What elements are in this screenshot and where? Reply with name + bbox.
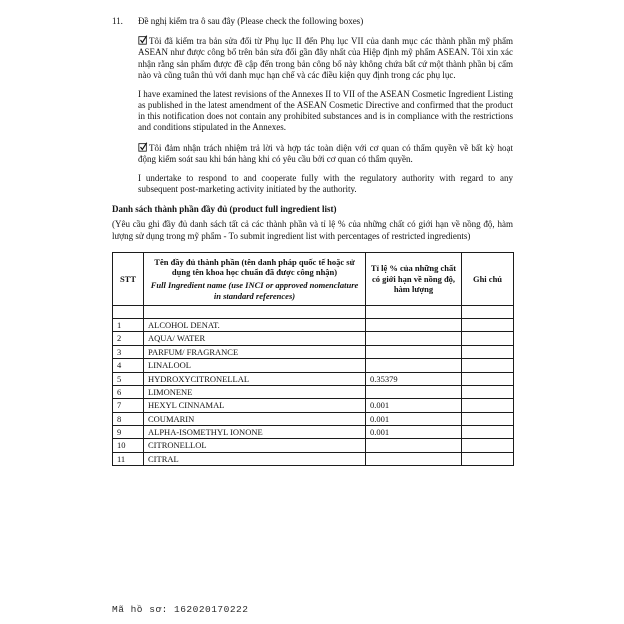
cell-percent: 0.001 bbox=[366, 399, 462, 412]
cell-note bbox=[462, 319, 514, 332]
cell-stt: 10 bbox=[113, 439, 144, 452]
cell-percent bbox=[366, 306, 462, 319]
cell-name bbox=[144, 306, 366, 319]
table-row bbox=[113, 319, 514, 332]
ingredient-list-note: (Yêu cầu ghi đầy đủ danh sách tất cả các thành phần và tỉ lệ % của những chất có giới hạn về nồng độ, hàm lượng sử dụng trong mỹ phẩm - To submit ingredient list with percentages of restricted ingredients) bbox=[112, 219, 513, 241]
cell-stt: 8 bbox=[113, 412, 144, 425]
cell-note bbox=[462, 345, 514, 358]
cell-name: COUMARIN bbox=[144, 412, 366, 425]
file-code: Mã hồ sơ: 162020170222 bbox=[112, 604, 249, 615]
section-number: 11. bbox=[112, 16, 123, 26]
header-ingredient-name-main: Tên đầy đủ thành phần (tên danh pháp quốc tế hoặc sử dụng tên khoa học chuẩn đã được công nhận) bbox=[154, 256, 355, 278]
cell-stt: 6 bbox=[113, 385, 144, 398]
post-marketing-checkbox[interactable] bbox=[138, 142, 149, 152]
table-row bbox=[113, 439, 514, 452]
annexes-compliance-checkbox[interactable] bbox=[138, 35, 149, 45]
cell-percent bbox=[366, 345, 462, 358]
table-row bbox=[113, 332, 514, 345]
cell-percent: 0.001 bbox=[366, 426, 462, 439]
cell-stt: 3 bbox=[113, 345, 144, 358]
cell-stt bbox=[113, 306, 144, 319]
cell-note bbox=[462, 426, 514, 439]
ingredient-list-heading: Danh sách thành phần đầy đủ (product full ingredient list) bbox=[112, 204, 337, 215]
header-note: Ghi chú bbox=[462, 252, 514, 305]
ballot-box-check-icon bbox=[138, 35, 148, 45]
cell-name: CITRAL bbox=[144, 452, 366, 465]
header-stt: STT bbox=[113, 252, 144, 305]
checkbox-postmarketing-text-vi: Tôi đảm nhận trách nhiệm trả lời và hợp tác toàn diện với cơ quan có thẩm quyền về bất kỳ hoạt động kiểm soát sau khi bán hàng khi có yêu cầu bởi cơ quan có thẩm quyền. bbox=[138, 142, 513, 164]
cell-note bbox=[462, 372, 514, 385]
cell-stt: 11 bbox=[113, 452, 144, 465]
cell-percent: 0.35379 bbox=[366, 372, 462, 385]
ballot-box-check-icon bbox=[138, 142, 148, 152]
cell-percent bbox=[366, 385, 462, 398]
cell-percent bbox=[366, 332, 462, 345]
cell-percent bbox=[366, 359, 462, 372]
cell-percent bbox=[366, 439, 462, 452]
cell-name: ALPHA-ISOMETHYL IONONE bbox=[144, 426, 366, 439]
cell-name: CITRONELLOL bbox=[144, 439, 366, 452]
cell-note bbox=[462, 399, 514, 412]
cell-stt: 4 bbox=[113, 359, 144, 372]
checkbox-postmarketing-text-en: I undertake to respond to and cooperate fully with the regulatory authority with regard to any subsequent post-marketing activity initiated by the authority. bbox=[138, 172, 513, 194]
table-row bbox=[113, 452, 514, 465]
ingredient-table bbox=[112, 252, 514, 466]
checkbox-annexes-paragraph bbox=[138, 35, 513, 81]
cell-percent: 0.001 bbox=[366, 412, 462, 425]
cell-name: HEXYL CINNAMAL bbox=[144, 399, 366, 412]
cell-name: HYDROXYCITRONELLAL bbox=[144, 372, 366, 385]
cell-stt: 9 bbox=[113, 426, 144, 439]
table-row bbox=[113, 372, 514, 385]
cell-name: PARFUM/ FRAGRANCE bbox=[144, 345, 366, 358]
table-row bbox=[113, 426, 514, 439]
table-row bbox=[113, 385, 514, 398]
section-11-title-row bbox=[112, 16, 513, 27]
table-row bbox=[113, 399, 514, 412]
table-row bbox=[113, 345, 514, 358]
cell-percent bbox=[366, 319, 462, 332]
cell-note bbox=[462, 412, 514, 425]
cell-stt: 5 bbox=[113, 372, 144, 385]
table-row bbox=[113, 306, 514, 319]
ingredient-table-header bbox=[113, 252, 514, 305]
cell-stt: 1 bbox=[113, 319, 144, 332]
cell-stt: 7 bbox=[113, 399, 144, 412]
cell-note bbox=[462, 306, 514, 319]
cell-note bbox=[462, 332, 514, 345]
ingredient-table-body bbox=[113, 306, 514, 466]
table-row bbox=[113, 412, 514, 425]
header-percent: Tỉ lệ % của những chất có giới hạn về nồng độ, hàm lượng bbox=[366, 252, 462, 305]
table-row bbox=[113, 359, 514, 372]
checkbox-annexes-text-en: I have examined the latest revisions of the Annexes II to VII of the ASEAN Cosmetic Ingredient Listing as published in the latest amendment of the ASEAN Cosmetic Directive and confirmed that the product in this notification does not contain any prohibited substances and is in compliance with the restrictions and conditions stipulated in the Annexes. bbox=[138, 88, 513, 133]
cell-name: LINALOOL bbox=[144, 359, 366, 372]
checkbox-annexes-text-vi: Tôi đã kiểm tra bản sửa đổi từ Phụ lục II đến Phụ lục VII của danh mục các thành phần mỹ phẩm ASEAN như được công bố trên bản sửa đổi gần đây nhất của Hiệp định mỹ phẩm ASEAN. Tôi xin xác nhận rằng sản phẩm được đề cập đến trong bản công bố này không chứa bất cứ một thành phần bị cấm nào và cũng tuân thủ với danh mục hạn chế và các điều kiện quy định trong các phụ lục. bbox=[138, 36, 513, 80]
cell-percent bbox=[366, 452, 462, 465]
cell-name: ALCOHOL DENAT. bbox=[144, 319, 366, 332]
checkbox-postmarketing-paragraph bbox=[138, 142, 513, 165]
cell-note bbox=[462, 452, 514, 465]
cell-note bbox=[462, 439, 514, 452]
cell-stt: 2 bbox=[113, 332, 144, 345]
section-title: Đề nghị kiểm tra ô sau đây (Please check the following boxes) bbox=[138, 16, 364, 26]
cell-name: LIMONENE bbox=[144, 385, 366, 398]
cell-note bbox=[462, 359, 514, 372]
header-ingredient-name-sub: Full Ingredient name (use INCI or approved nomenclature in standard references) bbox=[150, 280, 359, 301]
document-content bbox=[112, 16, 513, 466]
cell-note bbox=[462, 385, 514, 398]
header-ingredient-name bbox=[144, 252, 366, 305]
cell-name: AQUA/ WATER bbox=[144, 332, 366, 345]
